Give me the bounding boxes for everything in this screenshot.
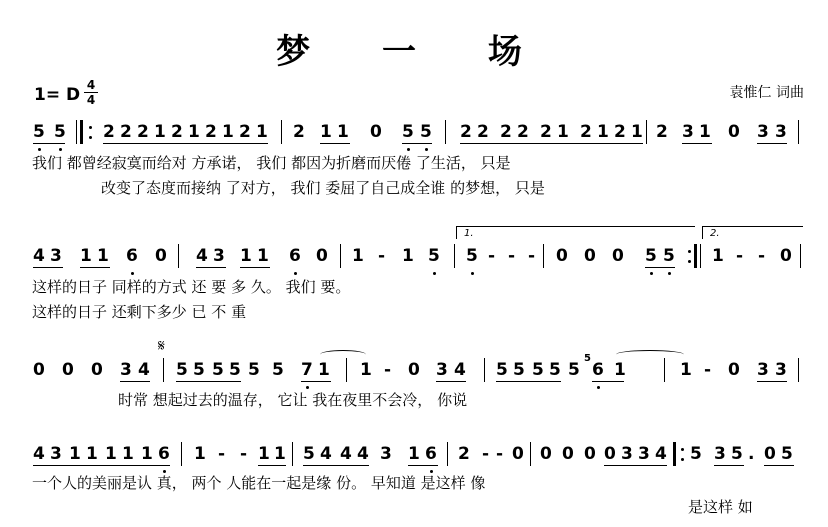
note: 3 [436, 360, 448, 380]
barline [181, 442, 182, 466]
note: 5 [731, 444, 743, 464]
note: 1 [222, 122, 234, 142]
underline [240, 267, 270, 268]
note: 0 [728, 360, 740, 380]
note: 6 [425, 444, 437, 464]
lyrics-line-4a: 一个人的美丽是认 真， 两个 人能在一起是缘 份。 早知道 是这样 像 [32, 474, 486, 492]
underline [33, 143, 65, 144]
note: 1 [141, 444, 153, 464]
underline [196, 267, 226, 268]
note: 2 [120, 122, 132, 142]
note: 5 [33, 122, 45, 142]
repeat-dot [688, 250, 691, 253]
time-signature [84, 79, 98, 106]
volta-label-2: 2. [710, 228, 720, 239]
note: 5 [193, 360, 205, 380]
note: 2 [500, 122, 512, 142]
repeat-dot [89, 136, 92, 139]
note: 1 [631, 122, 643, 142]
repeat-barline [673, 442, 676, 466]
barline [340, 244, 341, 268]
note: - [384, 360, 392, 380]
note: 0 [408, 360, 420, 380]
song-title: 梦 一 场 [276, 32, 552, 72]
note: 5 [212, 360, 224, 380]
underline [103, 143, 268, 144]
barline [281, 120, 282, 144]
note: 1 [122, 444, 134, 464]
repeat-dot [688, 260, 691, 263]
note: 1 [360, 360, 372, 380]
note: 1 [402, 246, 414, 266]
note: 1 [337, 122, 349, 142]
note: 1 [105, 444, 117, 464]
underline [592, 381, 624, 382]
note: 5 [303, 444, 315, 464]
underline [460, 143, 643, 144]
note: 5 [663, 246, 675, 266]
note: 5 [54, 122, 66, 142]
barline [700, 244, 701, 268]
note: 4 [320, 444, 332, 464]
note: . [748, 444, 755, 464]
low-dot [425, 148, 428, 151]
note: 3 [380, 444, 392, 464]
note: 1 [86, 444, 98, 464]
note: - [758, 246, 766, 266]
note: 2 [137, 122, 149, 142]
tie [320, 350, 366, 359]
note: 4 [655, 444, 667, 464]
note: 0 [33, 360, 45, 380]
note: 6 [592, 360, 604, 380]
note: 0 [604, 444, 616, 464]
low-dot [597, 386, 600, 389]
note: 7 [301, 360, 313, 380]
note: 1 [614, 360, 626, 380]
note: 5 [428, 246, 440, 266]
low-dot [131, 272, 134, 275]
barline [798, 358, 799, 382]
note: 4 [33, 246, 45, 266]
note: 5 [549, 360, 561, 380]
underline [436, 381, 466, 382]
note: 5 [248, 360, 260, 380]
note: 5 [532, 360, 544, 380]
barline [798, 120, 799, 144]
barline [800, 244, 801, 268]
key-signature: 1= D [34, 85, 81, 105]
note: 1 [188, 122, 200, 142]
low-dot [433, 272, 436, 275]
repeat-dot [681, 448, 684, 451]
barline [76, 120, 77, 144]
credit: 袁惟仁 词曲 [729, 85, 804, 101]
note: 0 [91, 360, 103, 380]
lyrics-line-1b: 改变了态度而接纳 了对方， 我们 委屈了自己成全谁 的梦想， 只是 [101, 179, 545, 197]
note: 2 [517, 122, 529, 142]
low-dot [407, 148, 410, 151]
note: 3 [50, 246, 62, 266]
barline [163, 358, 164, 382]
note: 5 [229, 360, 241, 380]
underline [320, 143, 350, 144]
note: 0 [584, 444, 596, 464]
barline [178, 244, 179, 268]
note: 5 [645, 246, 657, 266]
repeat-barline [80, 120, 83, 144]
note: - [488, 246, 496, 266]
meter-bottom: 4 [86, 93, 96, 107]
note: - [240, 444, 248, 464]
lyrics-line-3: 时常 想起过去的温存， 它让 我在夜里不会冷， 你说 [118, 391, 468, 409]
note: 1 [712, 246, 724, 266]
note: 3 [638, 444, 650, 464]
note: - [736, 246, 744, 266]
underline [764, 465, 794, 466]
note: 5 [466, 246, 478, 266]
note: 2 [239, 122, 251, 142]
barline [664, 358, 665, 382]
note: - [496, 444, 504, 464]
lyrics-line-4b: 是这样 如 [688, 498, 753, 516]
note: 1 [274, 444, 286, 464]
note: 3 [714, 444, 726, 464]
lyrics-line-2b: 这样的日子 还剩下多少 已 不 重 [32, 303, 247, 321]
volta-label-1: 1. [464, 228, 474, 239]
note: 3 [682, 122, 694, 142]
note: 2 [580, 122, 592, 142]
note: 3 [621, 444, 633, 464]
barline [484, 358, 485, 382]
note: 0 [540, 444, 552, 464]
underline [757, 381, 787, 382]
low-dot [650, 272, 653, 275]
note: 0 [780, 246, 792, 266]
note: 0 [62, 360, 74, 380]
tie [616, 350, 684, 359]
underline [645, 267, 675, 268]
note: 0 [612, 246, 624, 266]
barline [530, 442, 531, 466]
grace-note: 5 [584, 353, 591, 364]
note: - [704, 360, 712, 380]
underline [303, 465, 369, 466]
underline [682, 143, 712, 144]
note: 2 [458, 444, 470, 464]
note: 1 [256, 122, 268, 142]
note: 1 [699, 122, 711, 142]
note: 0 [316, 246, 328, 266]
note: 1 [97, 246, 109, 266]
underline [714, 465, 744, 466]
underline [176, 381, 241, 382]
note: 5 [781, 444, 793, 464]
note: 2 [614, 122, 626, 142]
note: 3 [50, 444, 62, 464]
note: 3 [757, 360, 769, 380]
note: 2 [540, 122, 552, 142]
barline [445, 120, 446, 144]
note: 2 [171, 122, 183, 142]
note: 3 [213, 246, 225, 266]
lyrics-line-2a: 这样的日子 同样的方式 还 要 多 久。 我们 要。 [32, 278, 351, 296]
low-dot [668, 272, 671, 275]
note: 5 [176, 360, 188, 380]
note: 1 [80, 246, 92, 266]
note: 5 [513, 360, 525, 380]
note: 1 [320, 122, 332, 142]
underline [757, 143, 787, 144]
note: 0 [562, 444, 574, 464]
note: 2 [293, 122, 305, 142]
underline [120, 381, 150, 382]
low-dot [471, 272, 474, 275]
barline [292, 442, 293, 466]
underline [402, 143, 432, 144]
note: 4 [33, 444, 45, 464]
barline [454, 244, 455, 268]
note: 0 [584, 246, 596, 266]
note: 1 [680, 360, 692, 380]
note: 0 [556, 246, 568, 266]
repeat-dot [681, 458, 684, 461]
underline [408, 465, 438, 466]
note: 0 [728, 122, 740, 142]
note: 4 [357, 444, 369, 464]
note: 0 [764, 444, 776, 464]
note: 1 [408, 444, 420, 464]
note: 5 [496, 360, 508, 380]
note: 1 [257, 246, 269, 266]
note: 5 [568, 360, 580, 380]
barline [543, 244, 544, 268]
note: 1 [557, 122, 569, 142]
note: 5 [272, 360, 284, 380]
underline [258, 465, 286, 466]
note: 0 [512, 444, 524, 464]
note: 4 [138, 360, 150, 380]
note: 2 [103, 122, 115, 142]
note: 1 [240, 246, 252, 266]
note: - [508, 246, 516, 266]
underline [604, 465, 667, 466]
note: 5 [690, 444, 702, 464]
note: 2 [205, 122, 217, 142]
underline [33, 465, 170, 466]
barline [346, 358, 347, 382]
note: 2 [477, 122, 489, 142]
segno-icon: 𝄋 [158, 336, 165, 355]
note: 0 [155, 246, 167, 266]
note: 3 [120, 360, 132, 380]
underline [496, 381, 561, 382]
repeat-dot [89, 126, 92, 129]
volta-bracket-1 [456, 226, 695, 239]
lyrics-line-1a: 我们 都曾经寂寞而给对 方承诺， 我们 都因为折磨而厌倦 了生活， 只是 [32, 154, 511, 172]
note: 2 [656, 122, 668, 142]
note: - [218, 444, 226, 464]
note: 5 [402, 122, 414, 142]
note: 1 [154, 122, 166, 142]
repeat-barline [694, 244, 697, 268]
note: 1 [597, 122, 609, 142]
note: 3 [757, 122, 769, 142]
meter-top: 4 [86, 78, 96, 92]
low-dot [59, 148, 62, 151]
underline [33, 267, 63, 268]
note: 1 [69, 444, 81, 464]
low-dot [38, 148, 41, 151]
low-dot [294, 272, 297, 275]
note: 6 [289, 246, 301, 266]
note: 1 [194, 444, 206, 464]
note: 4 [196, 246, 208, 266]
note: 4 [340, 444, 352, 464]
underline [301, 381, 331, 382]
note: - [528, 246, 536, 266]
note: 3 [775, 360, 787, 380]
note: 1 [258, 444, 270, 464]
note: 0 [370, 122, 382, 142]
note: 1 [352, 246, 364, 266]
note: 3 [775, 122, 787, 142]
note: 5 [420, 122, 432, 142]
barline [447, 442, 448, 466]
barline [646, 120, 647, 144]
note: - [378, 246, 386, 266]
note: 6 [126, 246, 138, 266]
note: 4 [454, 360, 466, 380]
note: 2 [460, 122, 472, 142]
note: - [482, 444, 490, 464]
note: 6 [158, 444, 170, 464]
underline [80, 267, 110, 268]
note: 1 [318, 360, 330, 380]
